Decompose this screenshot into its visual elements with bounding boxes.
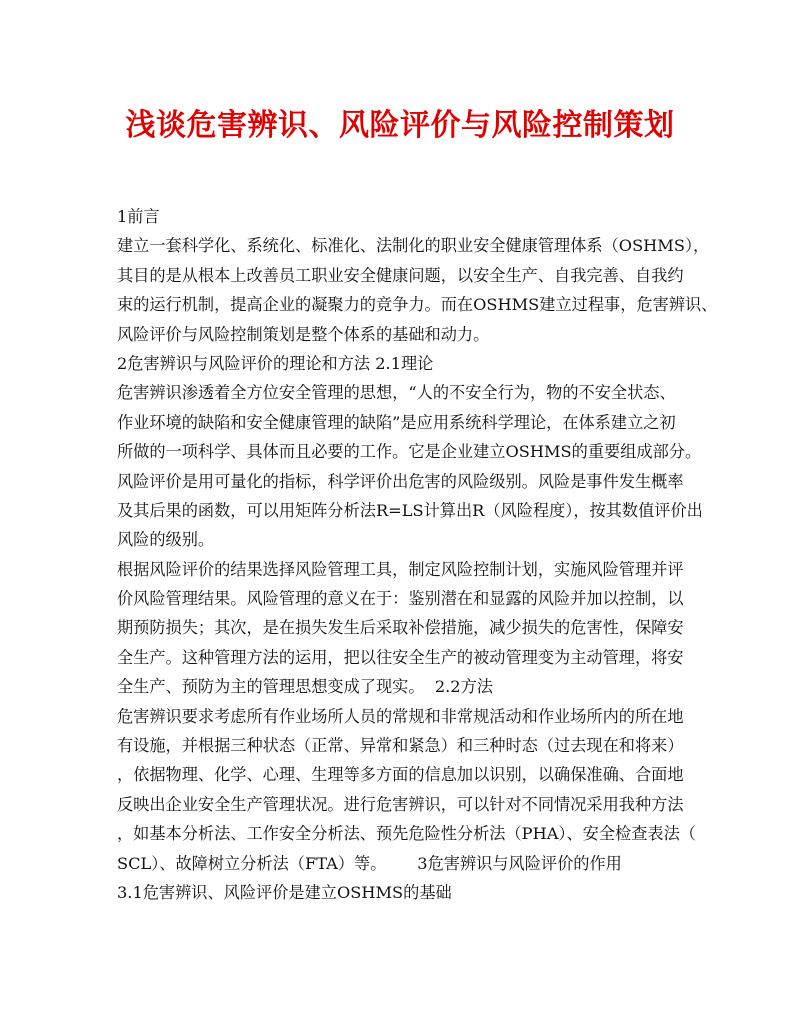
text-line: 3.1危害辨识、风险评价是建立OSHMS的基础 [117,882,452,902]
text-line: 期预防损失；其次，是在损失发生后采取补偿措施，减少损失的危害性，保障安 [117,618,684,638]
text-line: 价风险管理结果。风险管理的意义在于：鉴别潜在和显露的风险并加以控制，以 [117,589,684,609]
text-line: 反映出企业安全生产管理状况。进行危害辨识，可以针对不同情况采用我种方法 [117,794,684,814]
text-line: 全生产、预防为主的管理思想变成了现实。 2.2方法 [117,677,493,697]
text-line: 建立一套科学化、系统化、标准化、法制化的职业安全健康管理体系（OSHMS）， [117,236,710,256]
text-line: 全生产。这种管理方法的运用，把以往安全生产的被动管理变为主动管理，将安 [117,647,684,667]
document-body [117,202,718,907]
text-line: 危害辨识渗透着全方位安全管理的思想，“人的不安全行为，物的不安全状态、 [117,383,676,403]
text-line: 其目的是从根本上改善员工职业安全健康问题，以安全生产、自我完善、自我约 [117,265,684,285]
text-line: 作业环境的缺陷和安全健康管理的缺陷”是应用系统科学理论，在体系建立之初 [117,412,676,432]
text-line: 所做的一项科学、具体而且必要的工作。它是企业建立OSHMS的重要组成部分。 [117,442,702,462]
text-line: SCL）、故障树立分析法（FTA）等。 3危害辨识与风险评价的作用 [117,853,622,873]
text-line: 风险评价与风险控制策划是整个体系的基础和动力。 [117,324,490,344]
text-line: 有设施，并根据三种状态（正常、异常和紧急）和三种时态（过去现在和将来） [117,736,684,756]
text-line: ，依据物理、化学、心理、生理等多方面的信息加以识别，以确保准确、合面地 [117,765,684,785]
text-line: ，如基本分析法、工作安全分析法、预先危险性分析法（PHA）、安全检查表法（ [117,824,696,844]
text-line: 根据风险评价的结果选择风险管理工具，制定风险控制计划，实施风险管理并评 [117,559,684,579]
text-line: 风险的级别。 [117,530,215,550]
text-line: 风险评价是用可量化的指标，科学评价出危害的风险级别。风险是事件发生概率 [117,471,684,491]
text-line: 2危害辨识与风险评价的理论和方法 2.1理论 [117,353,434,373]
text-line: 1前言 [117,207,160,226]
document-title: 浅谈危害辨识、风险评价与风险控制策划 [125,108,675,143]
text-line: 及其后果的函数，可以用矩阵分析法R=LS计算出R（风险程度），按其数值评价出 [117,500,703,520]
text-line: 束的运行机制，提高企业的凝聚力的竞争力。而在OSHMS建立过程事，危害辨识、 [117,295,718,315]
text-line: 危害辨识要求考虑所有作业场所人员的常规和非常规活动和作业场所内的所在地 [117,706,684,726]
